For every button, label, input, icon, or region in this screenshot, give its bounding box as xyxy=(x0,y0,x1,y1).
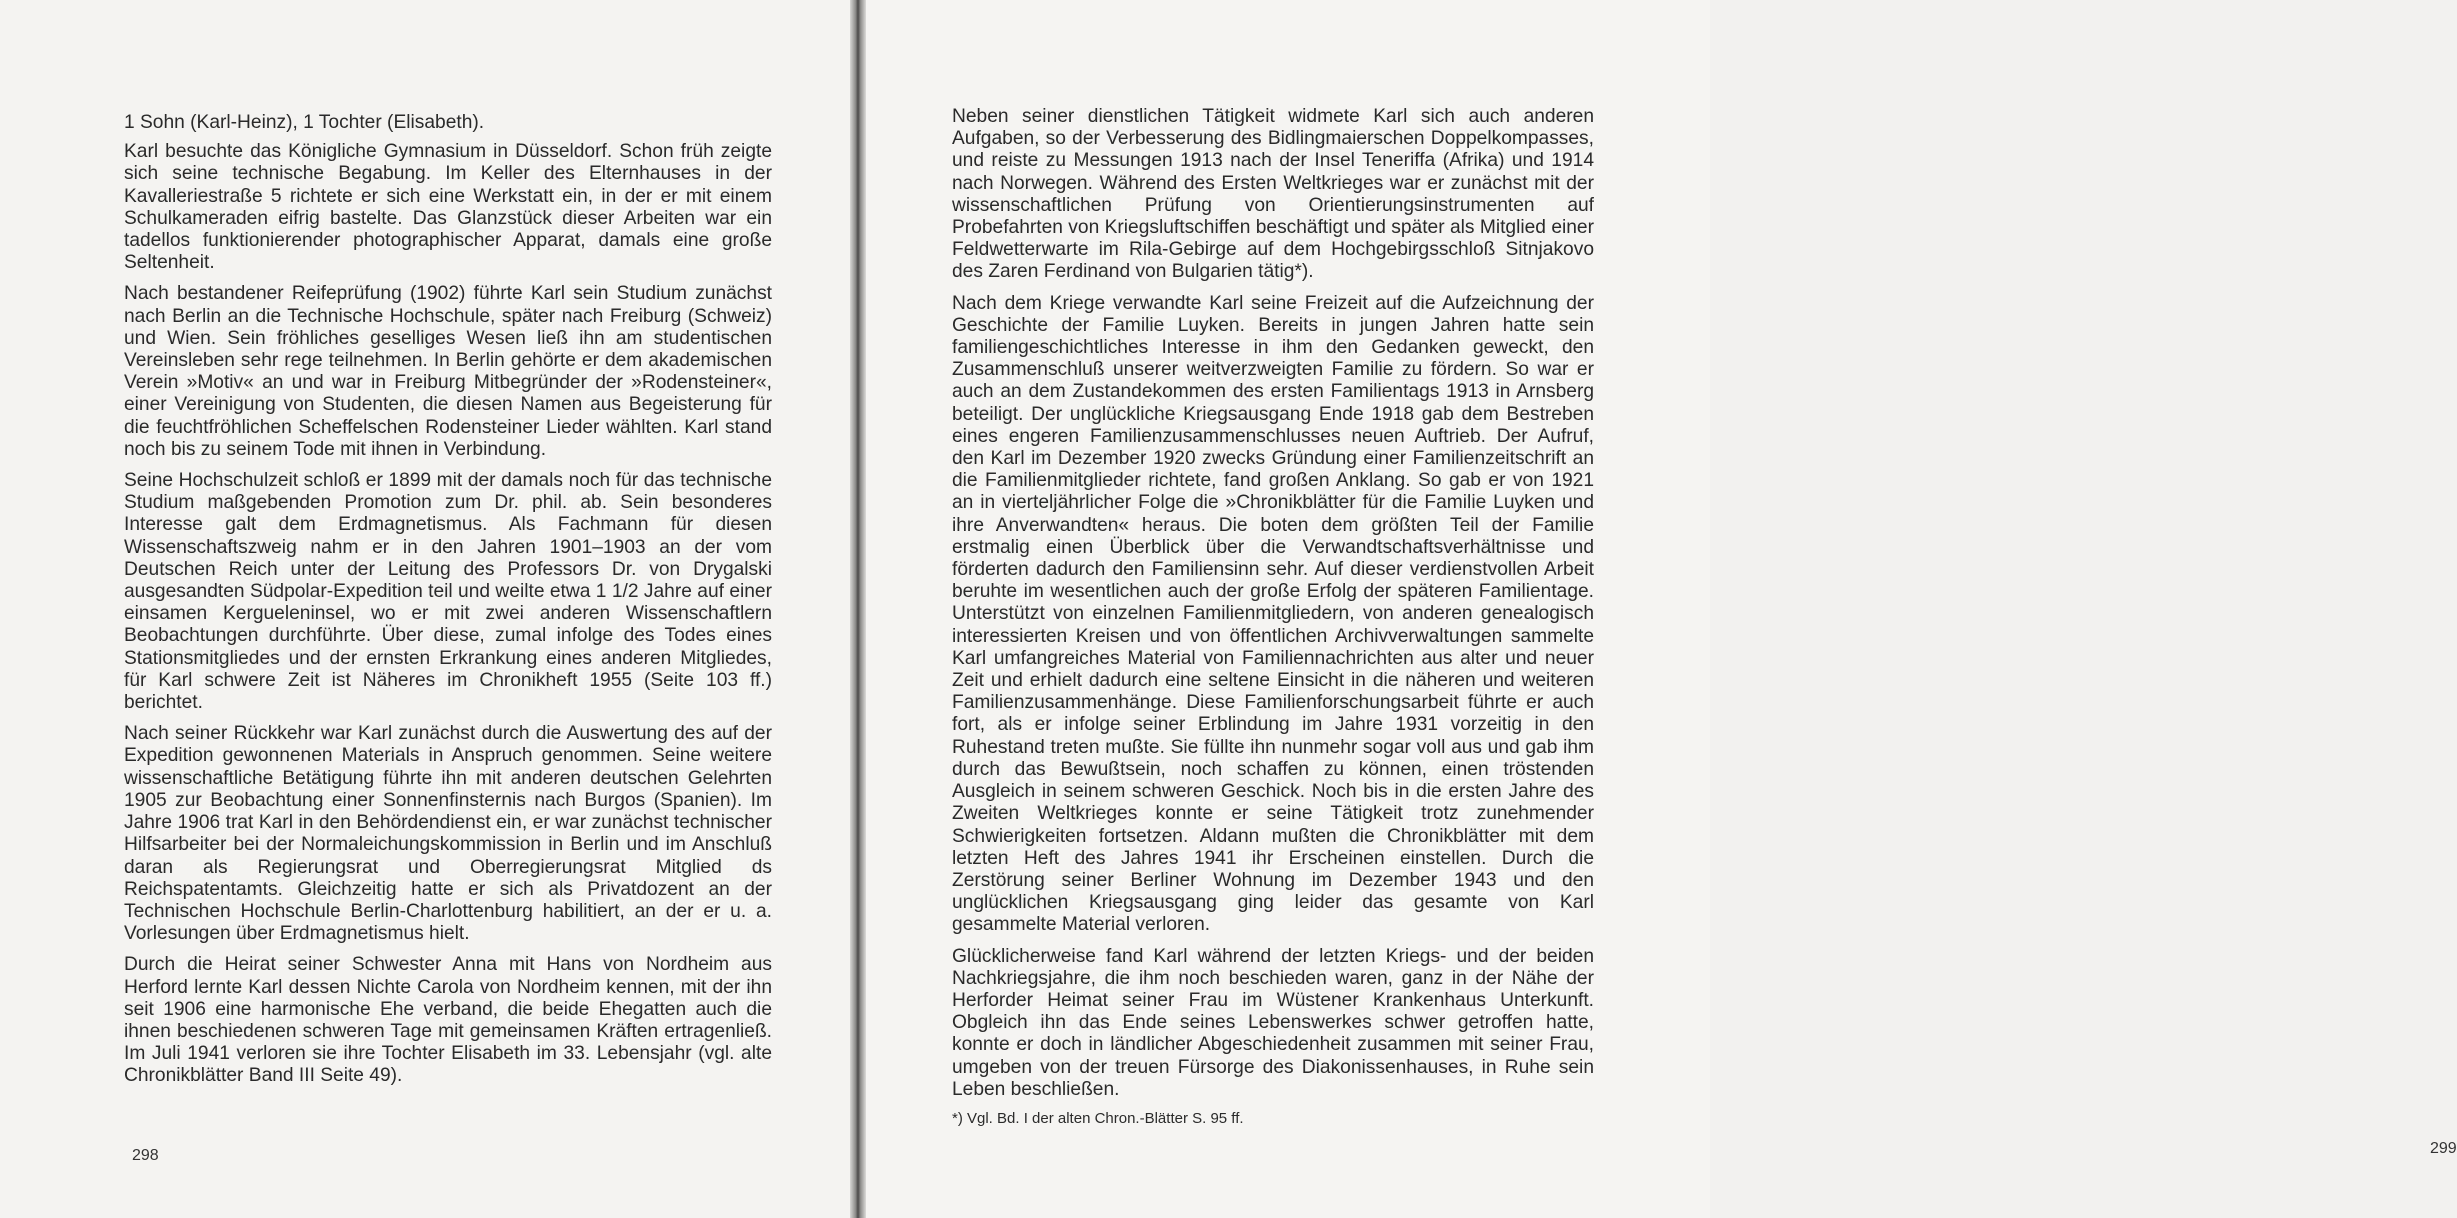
left-paragraph-4: Nach seiner Rückkehr war Karl zunächst durch die Auswertung des auf der Expedition gewonnenen Materials in Anspruch genommen. Seine weitere wissenschaftliche Betätigung führte ihn mit anderen deutschen Gelehrten 1905 zur Beobachtung einer Sonnenfinsternis nach Burgos (Spanien). Im Jahre 1906 trat Karl in den Behördendienst ein, er war zunächst technischer Hilfsarbeiter bei der Normaleichungskommission in Berlin und im Anschluß daran als Regierungsrat und Oberregierungsrat Mitglied ds Reichspatentamts. Gleichzeitig hatte er sich als Privatdozent an der Technischen Hochschule Berlin-Charlottenburg habilitiert, an der er u. a. Vorlesungen über Erdmagnetismus hielt. xyxy=(124,723,772,945)
right-paragraph-3: Glücklicherweise fand Karl während der letzten Kriegs- und der beiden Nachkriegsjahre, die ihm noch beschieden waren, ganz in der Nähe der Herforder Heimat seiner Frau im Wüstener Krankenhaus Unterkunft. Obgleich ihn das Ende seines Lebenswerkes schwer getroffen hatte, konnte er doch in ländlicher Abgeschiedenheit zusammen mit seiner Frau, umgeben von der treuen Fürsorge des Diakonissenhauses, in Ruhe sein Leben beschließen. xyxy=(952,945,1594,1100)
left-page xyxy=(0,0,850,1218)
left-paragraph-3: Seine Hochschulzeit schloß er 1899 mit der damals noch für das technische Studium maßgebenden Promotion zum Dr. phil. ab. Sein besonderes Interesse galt dem Erdmagnetismus. Als Fachmann für diesen Wissenschaftszweig nahm er in den Jahren 1901–1903 an der vom Deutschen Reich unter der Leitung des Professors Dr. von Drygalski ausgesandten Südpolar-Expedition teil und weilte etwa 1 1/2 Jahre auf einer einsamen Kergueleninsel, wo er mit zwei anderen Wissenschaftlern Beobachtungen durchführte. Über diese, zumal infolge des Todes eines Stationsmitgliedes und der ernsten Erkrankung eines anderen Mitgliedes, für Karl schwere Zeit ist Näheres im Chronikheft 1955 (Seite 103 ff.) berichtet. xyxy=(124,470,772,714)
right-page-number: 299 xyxy=(2430,1140,2457,1157)
left-paragraph-1: Karl besuchte das Königliche Gymnasium in Düsseldorf. Schon früh zeigte sich seine technische Begabung. Im Keller des Elternhauses in der Kavalleriestraße 5 richtete er sich eine Werkstatt ein, in der er mit einem Schulkameraden eifrig bastelte. Das Glanzstück dieser Arbeiten war ein tadellos funktionierender photographischer Apparat, damals eine große Seltenheit. xyxy=(124,141,772,274)
left-first-line: 1 Sohn (Karl-Heinz), 1 Tochter (Elisabeth). xyxy=(124,112,485,133)
left-page-number: 298 xyxy=(132,1147,159,1164)
right-paragraph-2: Nach dem Kriege verwandte Karl seine Freizeit auf die Aufzeichnung der Geschichte der Familie Luyken. Bereits in jungen Jahren hatte sein familiengeschichtliches Interesse in ihm den Gedanken geweckt, den Zusammenschluß unserer weitverzweigten Familie zu fördern. So war er auch an dem Zustandekommen des ersten Familientags 1913 in Arnsberg beteiligt. Der unglückliche Kriegsausgang Ende 1918 gab dem Bestreben eines engeren Familienzusammenschlusses neuen Auftrieb. Der Aufruf, den Karl im Dezember 1920 zwecks Gründung einer Familienzeitschrift an die Familienmitglieder richtete, fand großen Anklang. So gab er von 1921 an in vierteljährlicher Folge die »Chronikblätter für die Familie Luyken und ihre Anverwandten« heraus. Die boten dem größten Teil der Familie erstmalig einen Überblick über die Verwandtschaftsverhältnisse und förderten dadurch den Familiensinn sehr. Auf dieser verdienstvollen Arbeit beruhte im wesentlichen auch der große Erfolg der späteren Familientage. Unterstützt von einzelnen Familienmitgliedern, von anderen genealogisch interessierten Kreisen und von öffentlichen Archivverwaltungen sammelte Karl umfangreiches Material von Familiennachrichten aus alter und neuer Zeit und erhielt dadurch eine seltene Einsicht in die näheren und weiteren Familienzusammenhänge. Diese Familienforschungsarbeit führte er auch fort, als er infolge seiner Erblindung im Jahre 1931 vorzeitig in den Ruhestand treten mußte. Sie füllte ihn nunmehr sogar voll aus und gab ihm durch das Bewußtsein, noch schaffen zu können, einen tröstenden Ausgleich in seinem schweren Geschick. Noch bis in die ersten Jahre des Zweiten Weltkrieges konnte er seine Tätigkeit trotz zunehmender Schwierigkeiten fortsetzen. Aldann mußten die Chronikblätter mit dem letzten Heft des Jahres 1941 ihr Erscheinen einstellen. Durch die Zerstörung seiner Berliner Wohnung im Dezember 1943 und den unglücklichen Kriegsausgang ging leider das gesamte von Karl gesammelte Material verloren. xyxy=(952,292,1594,936)
left-paragraph-2: Nach bestandener Reifeprüfung (1902) führte Karl sein Studium zunächst nach Berlin an die Technische Hochschule, später nach Freiburg (Schweiz) und Wien. Sein fröhliches geselliges Wesen ließ ihn am studentischen Vereinsleben sehr rege teilnehmen. In Berlin gehörte er dem akademischen Verein »Motiv« an und war in Freiburg Mitbegründer der »Rodensteiner«, einer Vereinigung von Studenten, die diesen Namen aus Begeisterung für die feuchtfröhlichen Scheffelschen Rodensteiner Lieder wählten. Karl stand noch bis zu seinem Tode mit ihnen in Verbindung. xyxy=(124,283,772,460)
right-paragraph-1: Neben seiner dienstlichen Tätigkeit widmete Karl sich auch anderen Aufgaben, so der Verbesserung des Bidlingmaierschen Doppelkompasses, und reiste zu Messungen 1913 nach der Insel Teneriffa (Afrika) und 1914 nach Norwegen. Während des Ersten Weltkrieges war er zunächst mit der wissenschaftlichen Prüfung von Orientierungsinstrumenten auf Probefahrten von Kriegsluftschiffen beschäftigt und später als Mitglied einer Feldwetterwarte im Rila-Gebirge auf dem Hochgebirgsschloß Sitnjakovo des Zaren Ferdinand von Bulgarien tätig*). xyxy=(952,106,1594,283)
left-paragraph-5: Durch die Heirat seiner Schwester Anna mit Hans von Nordheim aus Herford lernte Karl dessen Nichte Carola von Nordheim kennen, mit der ihn seit 1906 eine harmonische Ehe verband, die beide Ehegatten auch die ihnen beschiedenen schweren Tage mit gemeinsamen Kräften ertragenließ. Im Juli 1941 verloren sie ihre Tochter Elisabeth im 33. Lebensjahr (vgl. alte Chronikblätter Band III Seite 49). xyxy=(124,954,772,1087)
footnote: *) Vgl. Bd. I der alten Chron.-Blätter S. 95 ff. xyxy=(952,1109,1244,1127)
book-gutter xyxy=(850,0,866,1218)
left-page-text xyxy=(124,112,772,1097)
right-page-text xyxy=(952,106,1594,1143)
